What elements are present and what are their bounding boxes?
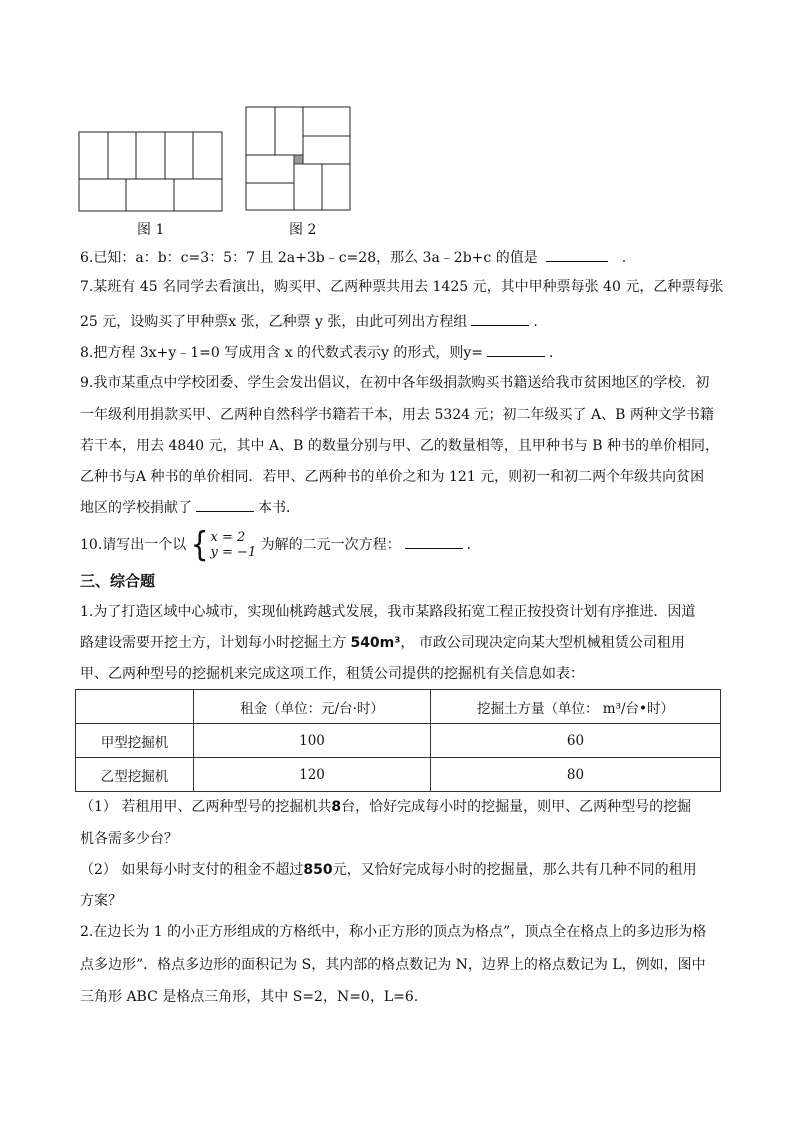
problem-2-line-2: 点多边形”．格点多边形的面积记为 S，其内部的格点数记为 N，边界上的格点数记为 L，例如，图中: [80, 957, 706, 973]
question-8-text: 8.把方程 3x+y﹣1=0 写成用含 x 的代数式表示y 的形式，则y=: [80, 345, 484, 361]
table-row: [76, 758, 721, 792]
question-9-tail: 本书．: [258, 500, 300, 516]
table-cell: 80: [431, 758, 721, 792]
subquestion-1-line-2: 机各需多少台？: [80, 831, 178, 847]
subquestion-1-text: （1） 若租用甲、乙两种型号的挖掘机共: [80, 799, 332, 815]
question-10: [80, 524, 472, 565]
section-heading: 三、综合题: [80, 572, 156, 590]
question-7-line-1: 7.某班有 45 名同学去看演出，购买甲、乙两种票共用去 1425 元，其中甲种票每张 40 元，乙种票每张: [80, 279, 724, 295]
figure-1: [78, 131, 224, 213]
excavation-amount: 540m³: [350, 635, 401, 651]
figure-2-caption: 图 2: [289, 222, 317, 238]
table-header-cell: [76, 690, 194, 724]
subquestion-2-line-1: [80, 860, 697, 880]
answer-blank[interactable]: [196, 497, 254, 512]
answer-blank[interactable]: [546, 247, 608, 262]
question-10-suffix: 为解的二元一次方程：: [260, 537, 401, 553]
question-10-prefix: 10.请写出一个以: [80, 537, 187, 553]
equation-y: y = −1: [210, 545, 257, 560]
problem-1-line-1: 1.为了打造区域中心城市，实现仙桃跨越式发展，我市某路段拓宽工程正按投资计划有序推进．因道: [80, 604, 696, 620]
subquestion-1-text-cont: 台，恰好完成每小时的挖掘量，则甲、乙两种型号的挖掘: [341, 799, 692, 815]
question-7-text: 25 元，设购买了甲种票x 张，乙种票 y 张，由此可列出方程组: [80, 314, 468, 330]
question-9-text: 地区的学校捐献了: [80, 500, 192, 516]
table-cell: 120: [194, 758, 431, 792]
question-6: [80, 247, 626, 268]
table-header-row: [76, 690, 721, 724]
question-9-line-3: 若干本，用去 4840 元，其中 A、B 的数量分别与甲、乙的数量相等，且甲种书与 B 种书的单价相同，: [80, 438, 720, 454]
table-row: [76, 724, 721, 758]
question-7-line-2: [80, 311, 538, 332]
excavator-count: 8: [331, 799, 342, 815]
question-10-tail: .: [466, 537, 472, 553]
subquestion-2-text: （2） 如果每小时支付的租金不超过: [80, 862, 304, 878]
equation-system: { x = 2 y = −1: [190, 524, 257, 565]
table-header-cell: 租金（单位：元/台·时）: [194, 690, 431, 724]
question-9-line-2: 一年级利用捐款买甲、乙两种自然科学书籍若干本，用去 5324 元；初二年级买了 A、B 两种文学书籍: [80, 407, 714, 423]
question-6-text: 6.已知：a：b：c=3：5：7 且 2a+3b﹣c=28，那么 3a﹣2b+c 的值是: [80, 250, 538, 266]
figure-1-caption: 图 1: [137, 222, 165, 238]
table-header-cell: 挖掘土方量（单位： m³/台•时）: [431, 690, 721, 724]
excavator-info-table: [75, 689, 721, 792]
subquestion-2-text-cont: 元，又恰好完成每小时的挖掘量，那么共有几种不同的租用: [332, 862, 697, 878]
table-cell: 甲型挖掘机: [76, 724, 194, 758]
answer-blank[interactable]: [471, 311, 529, 326]
problem-1-line-3: 甲、乙两种型号的挖掘机来完成这项工作，租赁公司提供的挖掘机有关信息如表：: [80, 666, 584, 682]
problem-1-text-cont: ， 市政公司现决定向某大型机械租赁公司租用: [400, 635, 685, 651]
question-6-tail: .: [621, 250, 627, 266]
answer-blank[interactable]: [405, 534, 463, 549]
rent-limit: 850: [303, 862, 333, 878]
question-9-line-1: 9.我市某重点中学校团委、学生会发出倡议，在初中各年级捐款购买书籍送给我市贫困地区的学校．初: [80, 375, 710, 391]
table-cell: 60: [431, 724, 721, 758]
problem-1-line-2: [80, 633, 685, 653]
question-8-tail: .: [549, 345, 554, 361]
table-cell: 100: [194, 724, 431, 758]
problem-2-line-3: 三角形 ABC 是格点三角形，其中 S=2，N=0，L=6.: [80, 989, 419, 1005]
figure-2: [245, 106, 353, 212]
subquestion-1-line-1: [80, 797, 691, 817]
problem-1-text: 路建设需要开挖土方，计划每小时挖掘土方: [80, 635, 346, 651]
question-9-line-4: 乙种书与A 种书的单价相同．若甲、乙两种书的单价之和为 121 元，则初一和初二两个年级共向贫困: [80, 469, 705, 485]
subquestion-2-line-2: 方案？: [80, 893, 122, 909]
question-8: [80, 342, 554, 363]
answer-blank[interactable]: [487, 342, 545, 357]
problem-2-line-1: 2.在边长为 1 的小正方形组成的方格纸中，称小正方形的顶点为格点”，顶点全在格点上的多边形为格: [80, 924, 707, 940]
equation-x: x = 2: [210, 530, 246, 545]
question-9-line-5: [80, 497, 300, 518]
table-cell: 乙型挖掘机: [76, 758, 194, 792]
question-7-tail: .: [533, 314, 538, 330]
